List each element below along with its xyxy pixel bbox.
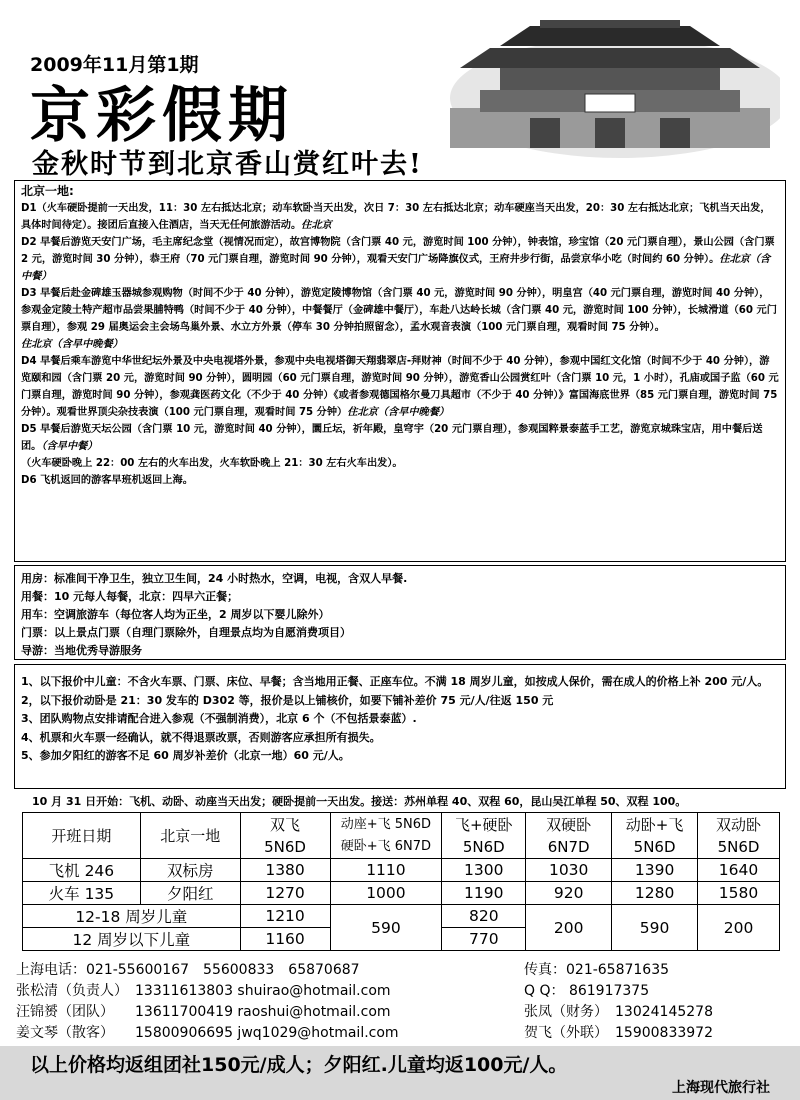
price-cell-merged: 590 [330, 905, 442, 951]
price-cell: 1000 [330, 882, 442, 905]
price-header-row [23, 813, 780, 859]
slogan: 金秋时节到北京香山赏红叶去! [32, 149, 423, 180]
price-cell: 1270 [240, 882, 330, 905]
header-col: 飞+硬卧 5N6D [442, 813, 526, 859]
header-route: 北京一地 [140, 813, 240, 859]
row-label: 夕阳红 [140, 882, 240, 905]
itinerary-day-5: D5 早餐后游览天坛公园（含门票 10 元，游览时间 40 分钟），圜丘坛，祈年殿，皇穹宇（20 元门票自理），参观国粹景泰蓝手工艺，游览京城珠宝店，用中餐后送团。（含早中餐） [21, 424, 763, 452]
contact-person: 贺飞（外联） 15900833972 [524, 1025, 713, 1041]
qq: Q Q： 861917375 [524, 983, 650, 999]
contact-person: 汪锦赟（团队） 13611700419 raoshui@hotmail.com [16, 1004, 391, 1020]
header-col: 双硬卧 6N7D [526, 813, 612, 859]
note-line: 1、以下报价中儿童：不含火车票、门票、床位、早餐；含当地用正餐、正座车位。不满 18 周岁儿童，如按成人保价，需在成人的价格上补 200 元/人。 [21, 675, 769, 688]
stay-note: 住北京（含早中晚餐） [21, 339, 123, 350]
schedule-note: 10 月 31 日开始：飞机、动卧、动座当天出发；硬卧提前一天出发。接送：苏州单程 40、双程 60，昆山吴江单程 50、双程 100。 [32, 795, 687, 808]
header-col: 双动卧 5N6D [698, 813, 780, 859]
price-cell: 1210 [240, 905, 330, 928]
stay-note: 住北京（含中餐） [21, 254, 771, 282]
header-col: 动座+飞 5N6D 硬卧+飞 6N7D [330, 813, 442, 859]
notes-box [14, 664, 786, 789]
child-label: 12-18 周岁儿童 [23, 905, 241, 928]
date-cell: 飞机 246 [23, 859, 141, 882]
brand-title: 京彩假期 [30, 81, 294, 151]
itinerary-day-4: D4 早餐后乘车游览中华世纪坛外景及中央电视塔外景，参观中央电视塔御天翔翡翠店-拜财神（时间不少于 40 分钟），参观中国红文化馆（时间不少于 40 分钟），游览颐和园（含门票 20 元，游览时间 90 分钟），圆明园（60 元门票自理，游览时间 90 分钟），游览香山公园赏红叶（含门票 10 元，1 小时），孔庙或国子监（60 元门票自理，游览时间 90 分钟），参观龚医药文化（不少于 40 分钟）《或者参观德国格尔曼刀具超市（不少于 40 分钟）》富国海底世界（85 元门票自理，游览时间 75 分钟）。观看世界顶尖杂技表演（100 元门票自理，观看时间 75 分钟）住北京（含早中晚餐） [21, 356, 779, 418]
price-row [23, 882, 780, 905]
service-line: 用车：空调旅游车（每位客人均为正坐，2 周岁以下婴儿除外） [21, 608, 330, 621]
contact-person: 张凤（财务） 13024145278 [524, 1004, 713, 1020]
service-line: 用餐：10 元每人每餐，北京：四早六正餐； [21, 590, 239, 603]
itinerary-day-2: D2 早餐后游览天安门广场，毛主席纪念堂（视情况而定），故宫博物院（含门票 40 元，游览时间 100 分钟），钟表馆，珍宝馆（20 元门票自理），景山公园（含门票 2 元，游览时间 30 分钟），恭王府（70 元门票自理，游览时间 90 分钟），观看天安门广场降旗仪式，王府井步行街，品尝京华小吃（时间约 60 分钟）。住北京（含中餐） [21, 237, 775, 282]
stay-note: 住北京 [301, 220, 332, 231]
date-cell: 火车 135 [23, 882, 141, 905]
price-cell-merged: 590 [612, 905, 698, 951]
service-line: 用房：标准间干净卫生，独立卫生间，24 小时热水，空调，电视，含双人早餐. [21, 572, 408, 585]
note-line: 2，以下报价动卧是 21：30 发车的 D302 等，报价是以上铺核价，如要下铺补差价 75 元/人/往返 150 元 [21, 693, 554, 707]
child-label: 12 周岁以下儿童 [23, 928, 241, 951]
price-cell: 1160 [240, 928, 330, 951]
header-col: 双飞 5N6D [240, 813, 330, 859]
price-cell-merged: 200 [698, 905, 780, 951]
note-line: 4、机票和火车票一经确认，就不得退票改票，否则游客应承担所有损失。 [21, 730, 381, 744]
price-cell: 820 [442, 905, 526, 928]
price-cell: 1030 [526, 859, 612, 882]
agency-name: 上海现代旅行社 [672, 1080, 770, 1096]
price-row [23, 859, 780, 882]
header-date: 开班日期 [23, 813, 141, 859]
footer-banner [0, 1046, 800, 1100]
price-cell: 1390 [612, 859, 698, 882]
fax: 传真：021-65871635 [524, 962, 670, 978]
itinerary-train-note: （火车硬卧晚上 22：00 左右的火车出发，火车软卧晚上 21：30 左右火车出发）。 [21, 458, 403, 469]
contact-person: 张松清（负责人） 13311613803 shuirao@hotmail.com [16, 983, 391, 999]
meal-note: （含早中餐） [41, 441, 98, 452]
service-line: 门票：以上景点门票（自理门票除外，自理景点均为自愿消费项目） [21, 626, 351, 639]
issue-label: 2009年11月第1期 [30, 54, 199, 76]
header-col: 动卧+飞 5N6D [612, 813, 698, 859]
tiananmen-illustration [440, 8, 780, 158]
price-cell: 1380 [240, 859, 330, 882]
itinerary-day-3: D3 早餐后赴金碑雄玉器城参观购物（时间不少于 40 分钟），游览定陵博物馆（含门票 40 元，游览时间 90 分钟），明皇宫（40 元门票自理，游览时间 40 分钟），参观金定陵土特产超市品尝果脯特鸭（时间不少于 40 分钟），中餐餐厅（金碑雄中餐厅），车赴八达岭长城（含门票 40 元，游览时间 100 分钟），长城滑道（60 元门票自理），参观 29 届奥运会主会场鸟巢外景、水立方外景（停车 30 分钟拍照留念），孟水观音表演（100 元门票自理，观看时间 75 分钟）。 住北京（含早中晚餐） [21, 288, 777, 350]
itinerary-day-6: D6 飞机返回的游客早班机返回上海。 [21, 475, 193, 486]
price-cell: 1280 [612, 882, 698, 905]
price-cell: 1190 [442, 882, 526, 905]
child-price-row [23, 905, 780, 928]
price-cell-merged: 200 [526, 905, 612, 951]
note-line: 5、参加夕阳红的游客不足 60 周岁补差价（北京一地）60 元/人。 [21, 749, 350, 762]
service-line: 导游：当地优秀导游服务 [21, 644, 142, 657]
price-cell: 920 [526, 882, 612, 905]
header [0, 0, 800, 180]
price-table [22, 812, 780, 951]
row-label: 双标房 [140, 859, 240, 882]
price-cell: 1300 [442, 859, 526, 882]
note-line: 3、团队购物点安排请配合进入参观（不强制消费），北京 6 个（不包括景泰蓝）. [21, 712, 417, 725]
contact-person: 姜文琴（散客） 15800906695 jwq1029@hotmail.com [16, 1025, 399, 1041]
shanghai-phone: 上海电话：021-55600167 55600833 65870687 [16, 962, 360, 978]
itinerary-title: 北京一地: [21, 184, 74, 198]
stay-note: 住北京（含早中晚餐） [347, 407, 450, 418]
itinerary-day-1: D1（火车硬卧提前一天出发，11：30 左右抵达北京；动车软卧当天出发，次日 7：30 左右抵达北京；动车硬座当天出发，20：30 左右抵达北京；飞机当天出发，具体时间待定）。接团后直接入住酒店，当天无任何旅游活动。住北京 [21, 203, 771, 231]
price-cell: 770 [442, 928, 526, 951]
rebate-note: 以上价格均返组团社150元/成人；夕阳红.儿童均返100元/人。 [30, 1054, 568, 1076]
price-cell: 1110 [330, 859, 442, 882]
price-cell: 1580 [698, 882, 780, 905]
services-box [14, 565, 786, 660]
price-cell: 1640 [698, 859, 780, 882]
itinerary-box [14, 180, 786, 562]
